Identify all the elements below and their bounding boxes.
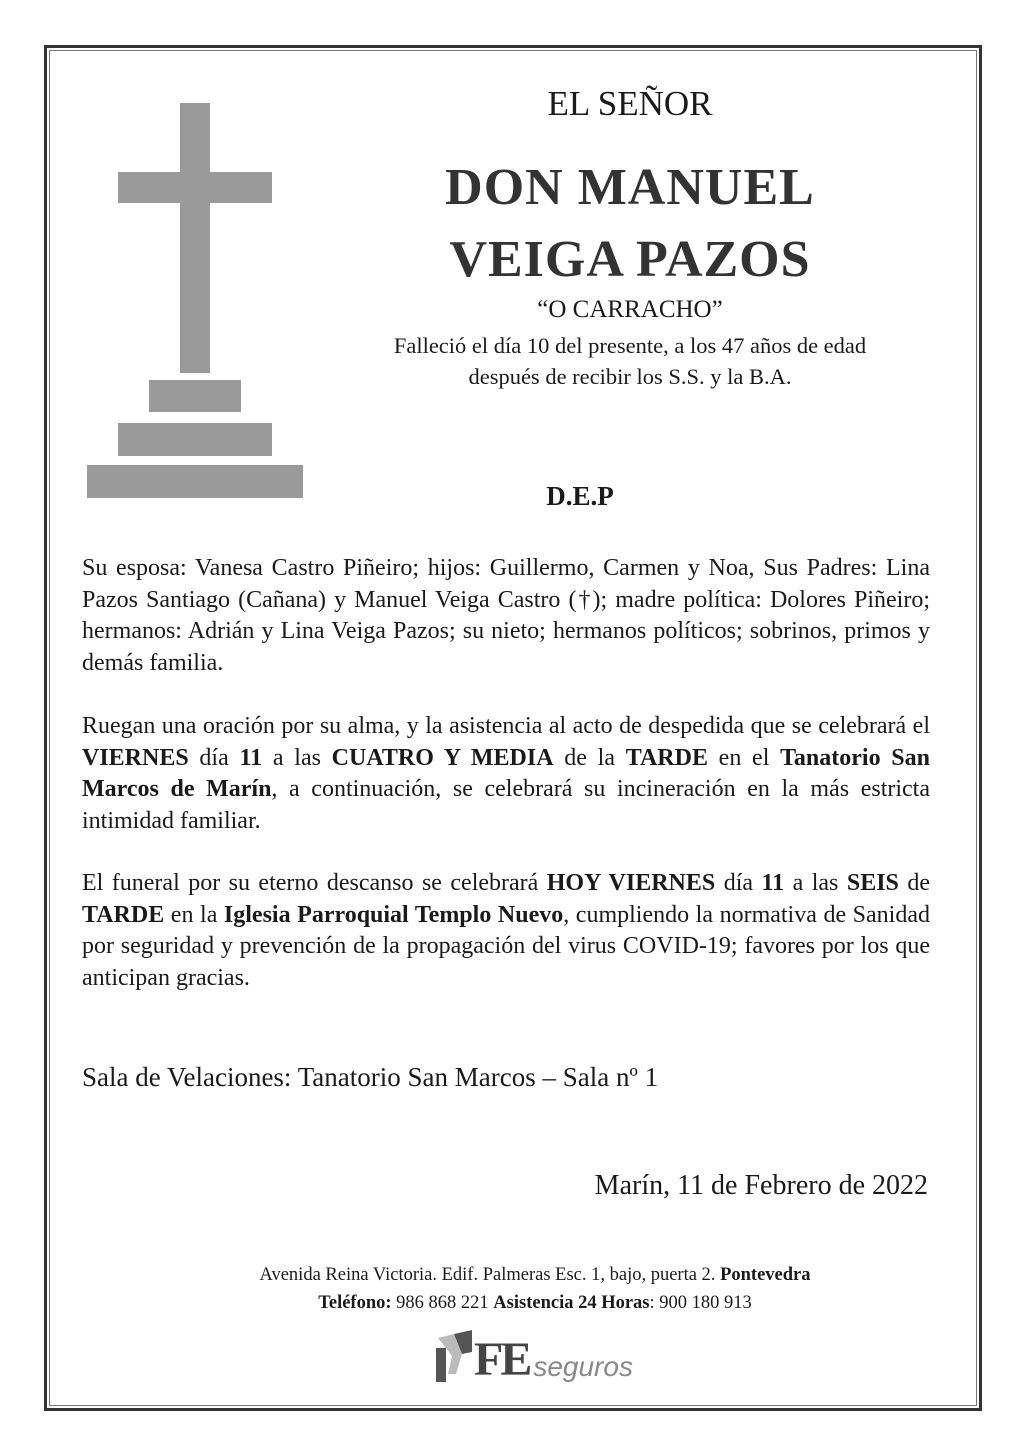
nickname: “O CARRACHO”	[537, 296, 723, 323]
fe-seguros-logo	[432, 1330, 633, 1386]
death-line: Falleció el día 10 del presente, a los 47 años de edad	[393, 333, 867, 358]
logo-mark-icon	[432, 1330, 474, 1382]
footer-phones: Teléfono: 986 868 221 Asistencia 24 Horas: 900 180 913	[318, 1293, 752, 1313]
farewell-paragraph: Ruegan una oración por su alma, y la asistencia al acto de despedida que se celebrará el VIERNES día 11 a las CUATRO Y MEDIA de la TARDE en el Tanatorio San Marcos de Marín, a continuación, se celebrará su incineración en la más estricta intimidad familiar.	[82, 713, 930, 834]
sacraments-line: después de recibir los S.S. y la B.A.	[468, 364, 792, 389]
logo-fe: FE	[474, 1333, 530, 1386]
logo-seguros: seguros	[533, 1351, 633, 1382]
death-info	[320, 330, 940, 392]
date-line: Marín, 11 de Febrero de 2022	[594, 1170, 928, 1201]
deceased-name-line1: DON MANUEL	[445, 159, 815, 216]
title: EL SEÑOR	[547, 84, 713, 123]
deceased-name-line2: VEIGA PAZOS	[449, 231, 811, 288]
funeral-paragraph: El funeral por su eterno descanso se celebrará HOY VIERNES día 11 a las SEIS de TARDE en la Iglesia Parroquial Templo Nuevo, cumpliendo la normativa de Sanidad por seguridad y prevención de la propagación del virus COVID-19; favores por los que anticipan gracias.	[82, 870, 930, 991]
wake-room: Sala de Velaciones: Tanatorio San Marcos – Sala nº 1	[82, 1062, 659, 1092]
family-paragraph: Su esposa: Vanesa Castro Piñeiro; hijos: Guillermo, Carmen y Noa, Sus Padres: Lina Pazos Santiago (Cañana) y Manuel Veiga Castro (†); madre política: Dolores Piñeiro; hermanos: Adrián y Lina Veiga Pazos; su nieto; hermanos políticos; sobrinos, primos y demás familia.	[82, 555, 930, 676]
dep: D.E.P	[546, 481, 614, 511]
footer-address: Avenida Reina Victoria. Edif. Palmeras Esc. 1, bajo, puerta 2. Pontevedra	[259, 1265, 811, 1285]
